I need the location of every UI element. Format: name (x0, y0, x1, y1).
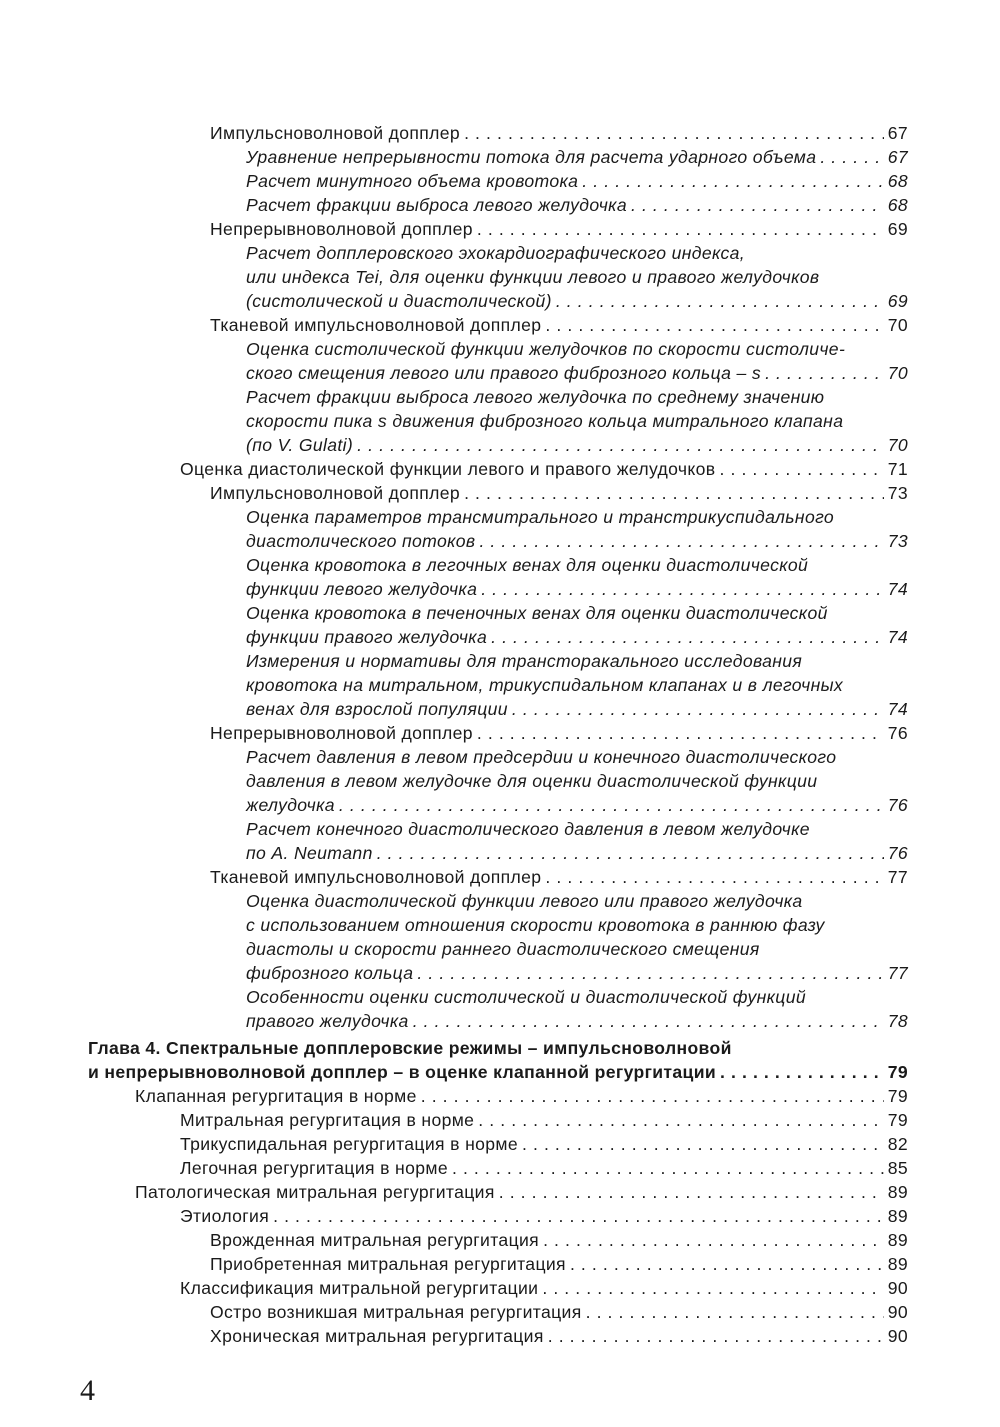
toc-entry (246, 649, 908, 721)
dot-leader (339, 793, 884, 817)
toc-entry-title-line: по A. Neumann (246, 843, 373, 863)
toc-page-number: 89 (887, 1254, 908, 1274)
dot-leader (273, 1204, 884, 1228)
page-number: 4 (80, 1374, 95, 1407)
toc-entry-title-line: Врожденная митральная регургитация (210, 1230, 540, 1250)
toc-entry-last-line (88, 1060, 908, 1084)
dot-leader (631, 193, 884, 217)
toc-entry-title-line: (по V. Gulati) (246, 435, 354, 455)
toc-entry-title-line: Расчет минутного объема кровотока (246, 171, 579, 191)
toc-entry-last-line (246, 577, 908, 601)
toc-entry-last-line (246, 529, 908, 553)
toc-entry-last-line (246, 841, 908, 865)
toc-page-number: 73 (887, 531, 908, 551)
dot-leader (720, 1060, 884, 1084)
dot-leader (556, 289, 884, 313)
toc-entry-title-line: Уравнение непрерывности потока для расчета ударного объема (246, 147, 817, 167)
toc-page-number: 74 (887, 627, 908, 647)
toc-entry (246, 553, 908, 601)
toc-entry-title-line: Трикуспидальная регургитация в норме (180, 1134, 518, 1154)
dot-leader (765, 361, 884, 385)
toc-page-number: 67 (887, 123, 908, 143)
toc-entry-last-line (180, 1204, 908, 1228)
toc-entry-title-line: с использованием отношения скорости кровотока в раннюю фазу (246, 915, 825, 935)
toc-page-number: 71 (887, 459, 908, 479)
toc-page-number: 79 (887, 1062, 908, 1082)
toc-entry (180, 457, 908, 481)
dot-leader (499, 1180, 884, 1204)
toc-entry-last-line (246, 697, 908, 721)
toc-entry-last-line (246, 361, 908, 385)
toc-entry-title-line: Оценка диастолической функции левого и правого желудочков (180, 459, 716, 479)
toc-entry (246, 745, 908, 817)
toc-entry-last-line (210, 481, 908, 505)
dot-leader (512, 697, 884, 721)
toc-entry (246, 505, 908, 553)
toc-entry-title-line: диастолического потоков (246, 531, 476, 551)
toc-entry-title-line: Патологическая митральная регургитация (135, 1182, 495, 1202)
toc-page-number: 89 (887, 1206, 908, 1226)
toc-page-number: 77 (887, 867, 908, 887)
toc-entry (210, 865, 908, 889)
toc-page-number: 77 (887, 963, 908, 983)
toc-entry (135, 1180, 908, 1204)
toc-entry-title-line: Легочная регургитация в норме (180, 1158, 448, 1178)
toc-page-number: 90 (887, 1302, 908, 1322)
toc-entry-last-line (210, 217, 908, 241)
toc-entry-title-line: Хроническая митральная регургитация (210, 1326, 544, 1346)
dot-leader (478, 1108, 883, 1132)
toc-entry-title-line: функции левого желудочка (246, 579, 478, 599)
toc-entry-title-line: Клапанная регургитация в норме (135, 1086, 417, 1106)
toc-entry-title-line: Митральная регургитация в норме (180, 1110, 475, 1130)
toc-entry-title-line: Расчет давления в левом предсердии и конечного диастолического (246, 747, 837, 767)
dot-leader (491, 625, 884, 649)
toc-entry (246, 193, 908, 217)
toc-entry (210, 481, 908, 505)
toc-entry (210, 721, 908, 745)
toc-entry (246, 817, 908, 865)
toc-entry-title-line: Расчет конечного диастолического давления в левом желудочке (246, 819, 810, 839)
toc-entry-title-line: Измерения и нормативы для трансторакального исследования (246, 651, 803, 671)
dot-leader (545, 865, 883, 889)
dot-leader (545, 313, 883, 337)
toc-entry (210, 217, 908, 241)
toc-page-number: 68 (887, 195, 908, 215)
toc-entry-last-line (210, 1252, 908, 1276)
toc-entry (210, 1252, 908, 1276)
toc-entry-title-line: Расчет допплеровского эхокардиографического индекса, (246, 243, 745, 263)
toc-entry (246, 145, 908, 169)
toc-entry-last-line (210, 721, 908, 745)
toc-entry (246, 169, 908, 193)
toc-entry (180, 1156, 908, 1180)
toc-entry-last-line (210, 1324, 908, 1348)
toc-entry-last-line (246, 193, 908, 217)
toc-page-number: 76 (887, 843, 908, 863)
dot-leader (542, 1276, 883, 1300)
dot-leader (586, 1300, 884, 1324)
toc-entry-title-line: Тканевой импульсноволновой допплер (210, 315, 542, 335)
toc-entry-last-line (210, 865, 908, 889)
toc-page-number: 73 (887, 483, 908, 503)
toc-entry-title-line: скорости пика s движения фиброзного кольца митрального клапана (246, 411, 844, 431)
toc-page-number: 89 (887, 1230, 908, 1250)
toc-page-number: 70 (887, 315, 908, 335)
dot-leader (582, 169, 883, 193)
toc-entry-title-line: Классификация митральной регургитации (180, 1278, 539, 1298)
toc-entry-title-line: ского смещения левого или правого фиброзного кольца – s (246, 363, 762, 383)
toc-entry (210, 1300, 908, 1324)
toc-entry (210, 1228, 908, 1252)
toc-entry-title-line: желудочка (246, 795, 335, 815)
toc-entry-title-line: Приобретенная митральная регургитация (210, 1254, 566, 1274)
toc-entry-last-line (246, 289, 908, 313)
toc-page-number: 76 (887, 723, 908, 743)
toc-entry (180, 1108, 908, 1132)
dot-leader (477, 721, 884, 745)
dot-leader (477, 217, 884, 241)
toc-entry (210, 1324, 908, 1348)
dot-leader (357, 433, 884, 457)
dot-leader (417, 961, 883, 985)
dot-leader (421, 1084, 884, 1108)
dot-leader (377, 841, 884, 865)
toc-entry-title-line: Расчет фракции выброса левого желудочка по среднему значению (246, 387, 825, 407)
toc-page-number: 69 (887, 291, 908, 311)
toc-entry-last-line (180, 1276, 908, 1300)
toc-entry-title-line: диастолы и скорости раннего диастолического смещения (246, 939, 760, 959)
toc-entry-last-line (246, 433, 908, 457)
toc-entry (135, 1084, 908, 1108)
toc-entry-title-line: Непрерывноволновой допплер (210, 723, 473, 743)
toc-entry (246, 889, 908, 985)
toc-page-number: 74 (887, 579, 908, 599)
toc-entry-title-line: давления в левом желудочке для оценки диастолической функции (246, 771, 818, 791)
toc-entry-title-line: Оценка кровотока в печеночных венах для оценки диастолической (246, 603, 828, 623)
toc-entry (246, 385, 908, 457)
toc-page-number: 79 (887, 1110, 908, 1130)
toc-entry-title-line: Остро возникшая митральная регургитация (210, 1302, 582, 1322)
toc-page-number: 70 (887, 363, 908, 383)
toc-entry-title-line: Оценка диастолической функции левого или правого желудочка (246, 891, 803, 911)
toc-entry-last-line (180, 1156, 908, 1180)
toc-entry-last-line (210, 313, 908, 337)
dot-leader (720, 457, 884, 481)
toc-entry-last-line (246, 1009, 908, 1033)
toc-entry-title-line: правого желудочка (246, 1011, 409, 1031)
toc-page-number: 89 (887, 1182, 908, 1202)
toc-entry-last-line (180, 1132, 908, 1156)
toc-page-number: 76 (887, 795, 908, 815)
dot-leader (413, 1009, 884, 1033)
toc-entry-last-line (246, 961, 908, 985)
toc-entry (180, 1204, 908, 1228)
toc-page-number: 70 (887, 435, 908, 455)
dot-leader (464, 121, 884, 145)
toc-entry (246, 601, 908, 649)
toc-entry (246, 241, 908, 313)
toc-entry-title-line: Оценка параметров трансмитрального и транстрикуспидального (246, 507, 835, 527)
toc-page-number: 67 (887, 147, 908, 167)
toc-entry-title-line: или индекса Tei, для оценки функции левого и правого желудочков (246, 267, 820, 287)
toc-entry (180, 1132, 908, 1156)
toc-entry-last-line (180, 1108, 908, 1132)
toc-entry (246, 337, 908, 385)
toc-chapter-entry (88, 1036, 908, 1084)
toc-entry-last-line (246, 145, 908, 169)
toc-entry-last-line (135, 1084, 908, 1108)
toc-entry-title-line: Оценка систолической функции желудочков по скорости систоличе- (246, 339, 846, 359)
dot-leader (464, 481, 884, 505)
toc-entry-title-line: Импульсноволновой допплер (210, 483, 461, 503)
toc-entry-title-line: и непрерывноволновой допплер – в оценке клапанной регургитации (88, 1062, 717, 1082)
toc-entry-last-line (135, 1180, 908, 1204)
toc-entry-last-line (246, 625, 908, 649)
toc-entry-title-line: венах для взрослой популяции (246, 699, 508, 719)
toc-page-number: 82 (887, 1134, 908, 1154)
toc-page-number: 85 (887, 1158, 908, 1178)
toc-entry-last-line (246, 793, 908, 817)
toc-entry-last-line (210, 1228, 908, 1252)
toc-page-number: 90 (887, 1278, 908, 1298)
toc-entry (210, 313, 908, 337)
toc-entry-title-line: фиброзного кольца (246, 963, 414, 983)
toc-entry-last-line (180, 457, 908, 481)
dot-leader (543, 1228, 884, 1252)
toc-page-number: 74 (887, 699, 908, 719)
toc-entry-title-line: Импульсноволновой допплер (210, 123, 461, 143)
toc-page-number: 90 (887, 1326, 908, 1346)
toc-entry (210, 121, 908, 145)
toc-page-number: 68 (887, 171, 908, 191)
dot-leader (452, 1156, 884, 1180)
toc-page-number: 69 (887, 219, 908, 239)
toc-page-number: 78 (887, 1011, 908, 1031)
dot-leader (522, 1132, 884, 1156)
dot-leader (479, 529, 883, 553)
dot-leader (548, 1324, 884, 1348)
toc-entry-title-line: (систолической и диастолической) (246, 291, 552, 311)
toc-entry-last-line (210, 121, 908, 145)
toc-entry-title-line: Расчет фракции выброса левого желудочка (246, 195, 627, 215)
dot-leader (570, 1252, 884, 1276)
toc-entry-title-line: Оценка кровотока в легочных венах для оценки диастолической (246, 555, 809, 575)
toc-entry-title-line: Непрерывноволновой допплер (210, 219, 473, 239)
toc-entry-last-line (210, 1300, 908, 1324)
toc-entry (246, 985, 908, 1033)
toc-entry (180, 1276, 908, 1300)
toc-page-number: 79 (887, 1086, 908, 1106)
toc-entry-title-line: Тканевой импульсноволновой допплер (210, 867, 542, 887)
toc-entry-title-line: функции правого желудочка (246, 627, 488, 647)
toc-entry-title-line: кровотока на митральном, трикуспидальном клапанах и в легочных (246, 675, 844, 695)
toc-entry-last-line (246, 169, 908, 193)
table-of-contents (0, 121, 1000, 1348)
toc-entry-title-line: Особенности оценки систолической и диастолической функций (246, 987, 806, 1007)
dot-leader (820, 145, 883, 169)
toc-entry-title-line: Этиология (180, 1206, 270, 1226)
toc-entry-title-line: Глава 4. Спектральные допплеровские режимы – импульсноволновой (88, 1038, 732, 1058)
dot-leader (481, 577, 884, 601)
